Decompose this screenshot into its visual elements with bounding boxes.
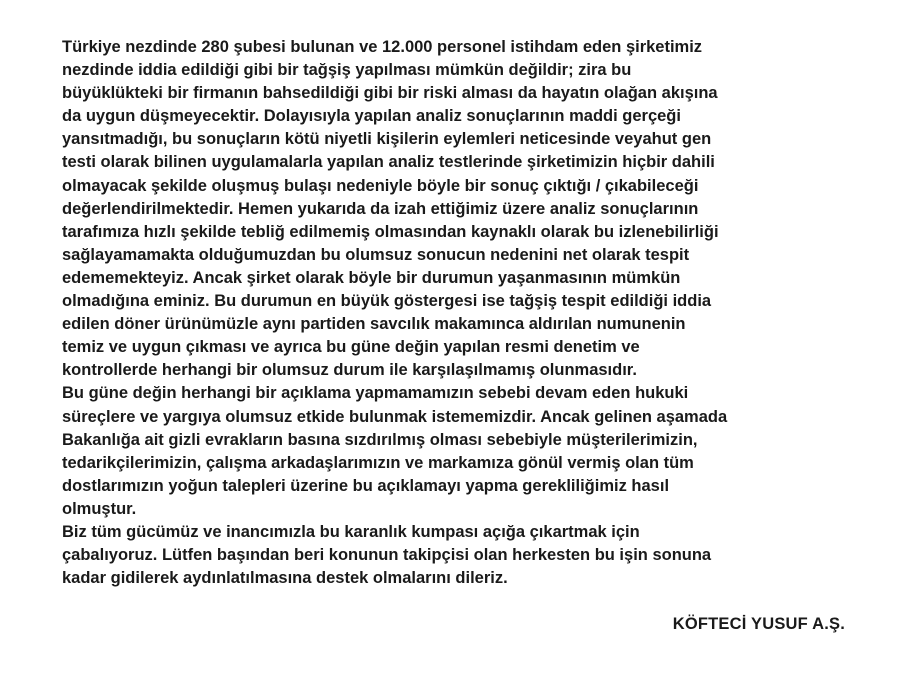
statement-line: testi olarak bilinen uygulamalarla yapılan analiz testlerinde şirketimizin hiçbir dahili (62, 153, 715, 172)
statement-line: tedarikçilerimizin, çalışma arkadaşlarımızın ve markamıza gönül vermiş olan tüm (62, 453, 694, 472)
statement-line: büyüklükteki bir firmanın bahsedildiği gibi bir riski alması da hayatın olağan akışına (62, 84, 718, 103)
statement-line: olmadığına eminiz. Bu durumun en büyük göstergesi ise tağşiş tespit edildiği iddia (62, 292, 712, 311)
statement-line: olmayacak şekilde oluşmuş bulaşı nedeniyle böyle bir sonuç çıktığı / çıkabileceği (62, 176, 699, 195)
statement-line: yansıtmadığı, bu sonuçların kötü niyetli kişilerin eylemleri neticesinde veyahut gen (62, 130, 712, 149)
statement-line: edilen döner ürünümüzle aynı partiden savcılık makamınca aldırılan numunenin (62, 315, 686, 334)
statement-line: Bu güne değin herhangi bir açıklama yapmamamızın sebebi devam eden hukuki (62, 384, 689, 403)
statement-line: edememekteyiz. Ancak şirket olarak böyle bir durumun yaşanmasının mümkün (62, 268, 681, 287)
statement-line: da uygun düşmeyecektir. Dolayısıyla yapılan analiz sonuçlarının maddi gerçeği (62, 107, 681, 126)
statement-line: çabalıyoruz. Lütfen başından beri konunun takipçisi olan herkesten bu işin sonuna (62, 546, 712, 565)
statement-line: Biz tüm gücümüz ve inancımızla bu karanlık kumpası açığa çıkartmak için (62, 522, 640, 541)
statement-line: temiz ve uygun çıkması ve ayrıca bu güne değin yapılan resmi denetim ve (62, 338, 640, 357)
statement-line: Bakanlığa ait gizli evrakların basına sızdırılmış olması sebebiyle müşterilerimizin, (62, 430, 698, 449)
statement-line: değerlendirilmektedir. Hemen yukarıda da izah ettiğimiz üzere analiz sonuçlarının (62, 199, 699, 218)
statement-line: nezdinde iddia edildiği gibi bir tağşiş yapılması mümkün değildir; zira bu (62, 61, 632, 80)
statement-line: süreçlere ve yargıya olumsuz etkide bulunmak istememizdir. Ancak gelinen aşamada (62, 407, 728, 426)
statement-line: tarafımıza hızlı şekilde tebliğ edilmemiş olmasından kaynaklı olarak bu izlenebilirliği (62, 222, 719, 241)
statement-line: dostlarımızın yoğun talepleri üzerine bu açıklamayı yapma gerekliliğimiz hasıl (62, 476, 670, 495)
statement-line: olmuştur. (62, 499, 137, 518)
statement-line: sağlayamamakta olduğumuzdan bu olumsuz sonucun nedenini net olarak tespit (62, 245, 690, 264)
statement-line: kadar gidilerek aydınlatılmasına destek olmalarını dileriz. (62, 569, 508, 588)
company-signature: KÖFTECİ YUSUF A.Ş. (672, 615, 845, 633)
statement-body (62, 36, 862, 590)
statement-line: kontrollerde herhangi bir olumsuz durum ile karşılaşılmamış olunmasıdır. (62, 361, 637, 380)
statement-line: Türkiye nezdinde 280 şubesi bulunan ve 12.000 personel istihdam eden şirketimiz (62, 38, 703, 56)
